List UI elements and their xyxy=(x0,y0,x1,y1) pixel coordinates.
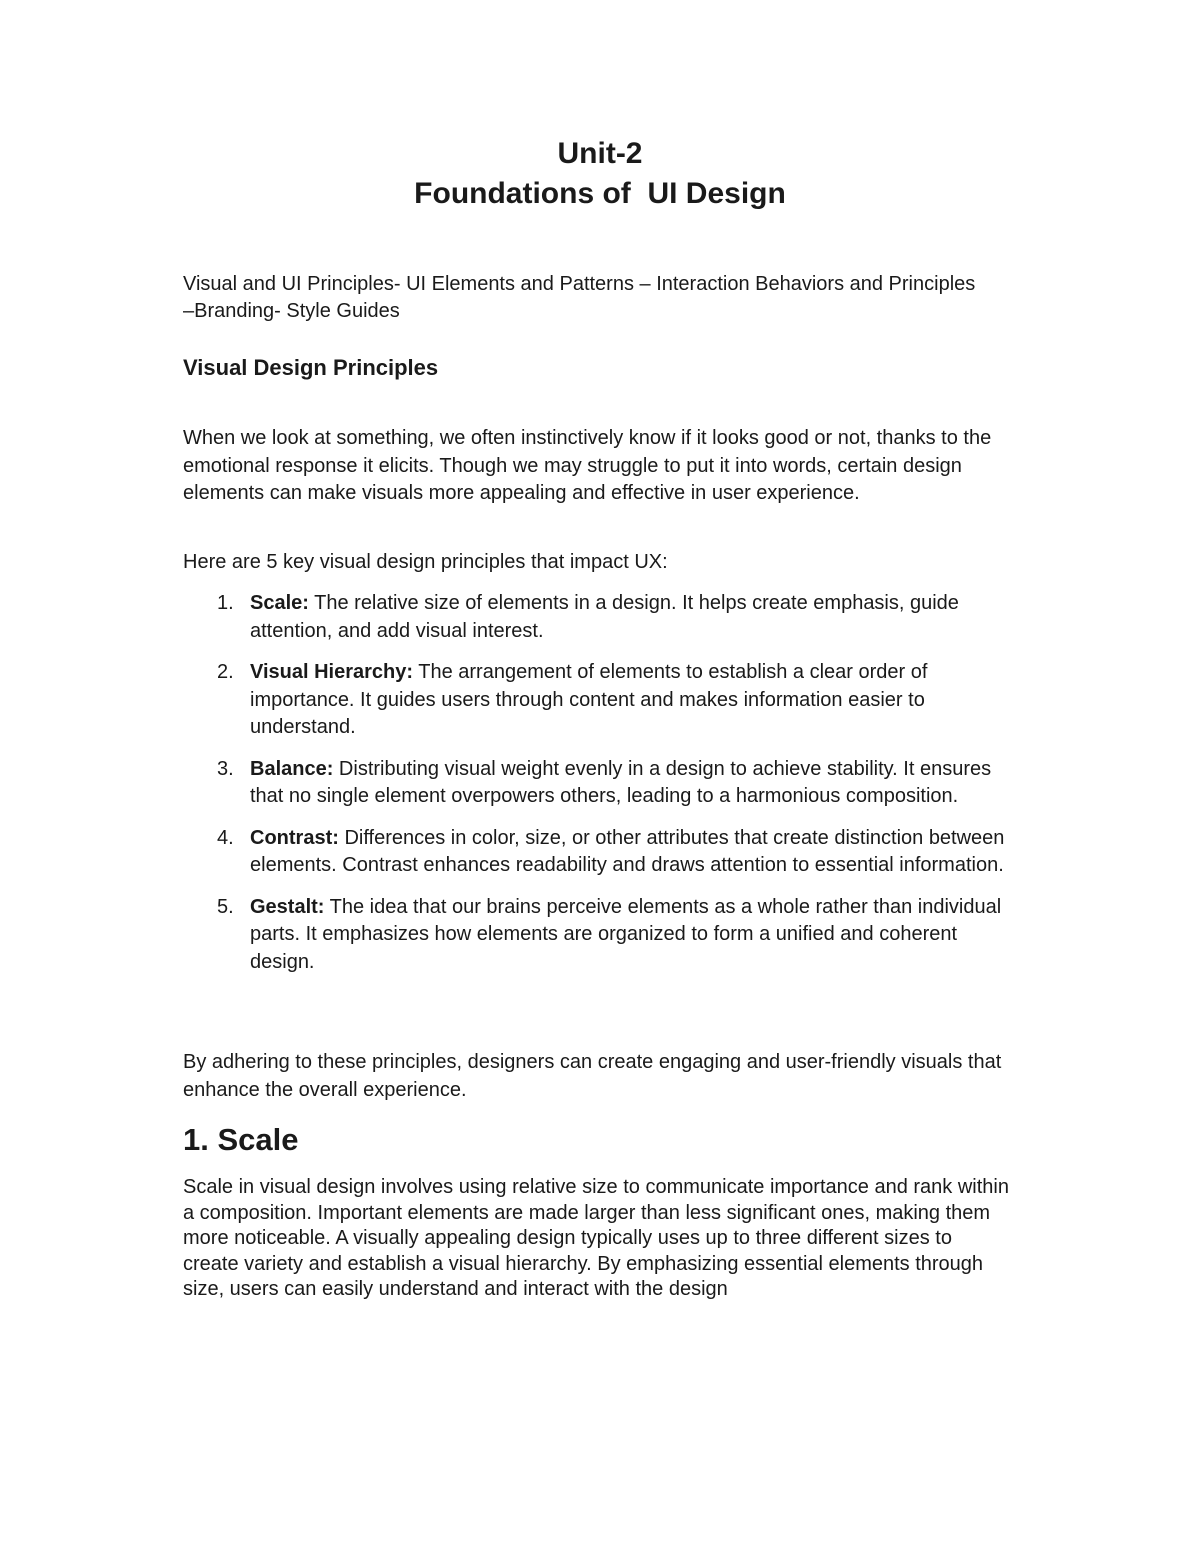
principle-description: The arrangement of elements to establish a clear order of importance. It guides users through content and makes information easier to understand. xyxy=(250,661,928,738)
list-number: 5. xyxy=(217,895,234,918)
topics-line: Visual and UI Principles- UI Elements and Patterns – Interaction Behaviors and Principles –Branding- Style Guides xyxy=(183,273,976,322)
list-number: 4. xyxy=(217,826,234,849)
principle-term: Gestalt: xyxy=(250,895,325,918)
document-title: Foundations of UI Design xyxy=(414,177,786,210)
principle-term: Scale: xyxy=(250,592,309,614)
principle-description: The relative size of elements in a design. It helps create emphasis, guide attention, and add visual interest. xyxy=(250,592,959,642)
principles-list xyxy=(183,590,1013,990)
principle-term: Visual Hierarchy: xyxy=(250,661,414,683)
closing-paragraph: By adhering to these principles, designers can create engaging and user-friendly visuals that enhance the overall experience. xyxy=(183,1051,1002,1101)
list-number: 1. xyxy=(217,592,234,614)
list-item xyxy=(183,590,1013,645)
scale-paragraph: Scale in visual design involves using relative size to communicate importance and rank within a composition. Important elements are made larger than less significant ones, making them more noticeable. A visually appealing design typically uses up to three different sizes to create variety and establish a visual hierarchy. By emphasizing essential elements through size, users can easily understand and interact with the design xyxy=(183,1176,1009,1300)
list-item xyxy=(183,659,1013,742)
principle-description: Distributing visual weight evenly in a design to achieve stability. It ensures that no single element overpowers others, leading to a harmonious composition. xyxy=(250,757,992,807)
list-item xyxy=(183,894,1013,977)
lead-in-text: Here are 5 key visual design principles that impact UX: xyxy=(183,551,668,573)
section-heading: Visual Design Principles xyxy=(183,355,439,380)
principle-description: Differences in color, size, or other attributes that create distinction between elements. Contrast enhances readability and draws attention to essential information. xyxy=(250,826,1005,876)
principle-description: The idea that our brains perceive elements as a whole rather than individual parts. It emphasizes how elements are organized to form a unified and coherent design. xyxy=(250,895,1002,973)
scale-heading: 1. Scale xyxy=(183,1122,299,1157)
unit-label: Unit-2 xyxy=(557,137,643,170)
principle-term: Balance: xyxy=(250,757,334,780)
list-number: 2. xyxy=(217,661,234,683)
list-number: 3. xyxy=(217,757,234,780)
principle-term: Contrast: xyxy=(250,826,339,849)
intro-paragraph: When we look at something, we often instinctively know if it looks good or not, thanks to the emotional response it elicits. Though we may struggle to put it into words, certain design elements can make visuals more appealing and effective in user experience. xyxy=(183,427,992,504)
title-block xyxy=(0,134,1200,214)
list-item xyxy=(183,825,1013,880)
list-item xyxy=(183,756,1013,811)
